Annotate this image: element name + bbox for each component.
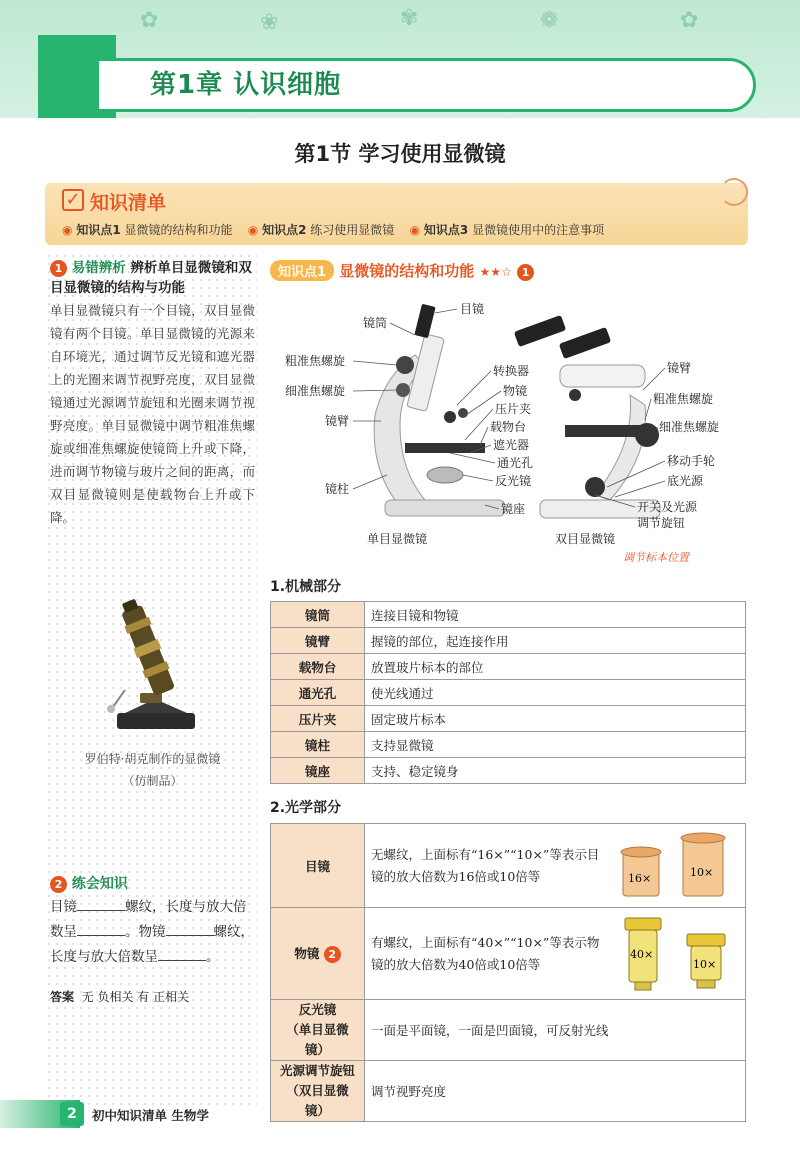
decor-icon: ✾ — [400, 6, 419, 31]
row-value: 握镜的部位，起连接作用 — [365, 628, 746, 654]
eyepiece-mark: 16× — [628, 872, 652, 885]
practice-text: 。 — [206, 949, 220, 965]
point-label: 知识点2 — [262, 223, 307, 237]
bullet-icon: ◉ — [409, 223, 421, 237]
label-aperture: 通光孔 — [497, 456, 534, 470]
label-clip: 压片夹 — [495, 402, 532, 416]
objective-images — [617, 914, 737, 994]
check-icon: ✓ — [62, 189, 84, 211]
kp1-heading — [270, 260, 534, 281]
number-badge: 2 — [50, 876, 67, 893]
label-arm-right: 镜臂 — [667, 361, 692, 375]
table-row — [271, 706, 746, 732]
label-mirror: 反光镜 — [495, 474, 532, 488]
decor-icon: ✿ — [140, 8, 159, 33]
row-label — [271, 1000, 365, 1061]
swirl-icon — [720, 178, 748, 206]
bullet-icon: ◉ — [247, 223, 259, 237]
practice-title: 练会知识 — [71, 876, 128, 892]
label-pillar: 镜柱 — [325, 482, 350, 496]
section-title: 第1节 学习使用显微镜 — [294, 142, 506, 166]
row-value: 支持显微镜 — [365, 732, 746, 758]
label-fine: 细准焦螺旋 — [285, 384, 346, 398]
caption-line: （仿制品） — [122, 774, 183, 788]
practice-body — [50, 895, 255, 970]
mech-title: 1.机械部分 — [270, 579, 342, 595]
practice-heading — [50, 873, 128, 893]
number-badge: 1 — [517, 264, 534, 281]
decor-icon: ❀ — [260, 10, 279, 35]
table-row — [271, 1061, 746, 1122]
row-label-sub: （双目显微镜） — [286, 1083, 349, 1118]
decor-icon: ✿ — [680, 8, 699, 33]
practice-text: 。物镜 — [125, 924, 166, 940]
row-label-sub: （单目显微镜） — [286, 1022, 349, 1057]
eyepiece-images — [617, 830, 737, 900]
hooke-microscope-image — [95, 595, 205, 745]
microscope-diagram — [275, 295, 750, 570]
image-caption — [50, 748, 255, 792]
answer-blank[interactable] — [77, 922, 125, 936]
point-text: 显微镜使用中的注意事项 — [472, 223, 605, 237]
handwritten-note: 调节标本位置 — [623, 551, 689, 564]
row-value: 调节视野亮度 — [365, 1061, 746, 1122]
label-nosepiece: 转换器 — [493, 364, 530, 378]
row-label: 载物台 — [271, 654, 365, 680]
row-value: 连接目镜和物镜 — [365, 602, 746, 628]
number-badge: 2 — [324, 946, 341, 963]
answer-label: 答案 — [50, 990, 75, 1004]
row-label: 镜筒 — [271, 602, 365, 628]
table-row — [271, 602, 746, 628]
label-coarse: 粗准焦螺旋 — [285, 354, 346, 368]
row-value: 使光线通过 — [365, 680, 746, 706]
table-row — [271, 628, 746, 654]
point-label: 知识点1 — [76, 223, 121, 237]
point-label: 知识点3 — [423, 223, 469, 237]
practice-text: 螺纹，长度与放大倍数呈 — [50, 899, 247, 940]
knowledge-points — [62, 221, 604, 238]
single-microscope — [374, 304, 505, 516]
row-value: 放置玻片标本的部位 — [365, 654, 746, 680]
caption-double: 双目显微镜 — [555, 532, 616, 546]
star-rating: ★★☆ — [479, 265, 512, 279]
kp-tag — [270, 260, 334, 281]
error-body: 单目显微镜只有一个目镜，双目显微镜有两个目镜。单目显微镜的光源来自环境光，通过调节反光镜和遮光器上的光圈来调节视野亮度，双目显微镜通过光源调节旋钮和光圈来调节视野亮度。单目显微镜中调节粗准焦螺旋或细准焦螺旋使镜筒上升或下降，进而调节物镜与玻片之间的距离，而双目显微镜则是使载物台上升或下降。 — [50, 303, 255, 525]
label-objective: 物镜 — [503, 384, 528, 398]
answer-blank[interactable] — [158, 947, 206, 961]
row-text: 有螺纹，上面标有“40×”“10×”等表示物镜的放大倍数为40倍或10倍等 — [371, 934, 600, 972]
row-value: 支持、稳定镜身 — [365, 758, 746, 784]
knowledge-title: 知识清单 — [90, 192, 167, 214]
row-value — [365, 908, 746, 1000]
kp1-title: 显微镜的结构和功能 — [339, 262, 475, 280]
chapter-title: 第1章 认识细胞 — [150, 70, 342, 100]
label-tube: 镜筒 — [363, 316, 388, 330]
label-base: 镜座 — [501, 502, 526, 516]
row-label — [271, 1061, 365, 1122]
label-stage: 载物台 — [490, 420, 527, 434]
row-label: 压片夹 — [271, 706, 365, 732]
caption-line: 罗伯特·胡克制作的显微镜 — [84, 752, 221, 766]
kp-tag-num: 1 — [317, 265, 327, 280]
row-value: 一面是平面镜，一面是凹面镜，可反射光线 — [365, 1000, 746, 1061]
error-title: 辨析单目显微镜和双目显微镜的结构与功能 — [50, 260, 252, 296]
decor-icon: ❁ — [540, 8, 559, 33]
kp-tag-text: 知识点 — [278, 265, 318, 280]
row-label-text: 光源调节旋钮 — [279, 1063, 355, 1078]
label-switch: 开关及光源 — [637, 500, 698, 514]
row-label: 镜柱 — [271, 732, 365, 758]
table-row — [271, 654, 746, 680]
row-label: 镜臂 — [271, 628, 365, 654]
mech-table — [270, 601, 746, 784]
label-eyepiece: 目镜 — [460, 302, 485, 316]
table-row — [271, 824, 746, 908]
error-tag: 易错辨析 — [71, 260, 126, 276]
practice-text: 目镜 — [50, 899, 77, 915]
label-knob: 调节旋钮 — [637, 516, 686, 530]
objective-mark: 40× — [630, 948, 654, 961]
row-label-text: 反光镜 — [298, 1002, 337, 1017]
table-row — [271, 758, 746, 784]
label-light: 底光源 — [667, 474, 704, 488]
row-label: 通光孔 — [271, 680, 365, 706]
row-label — [271, 908, 365, 1000]
row-label: 镜座 — [271, 758, 365, 784]
caption-single: 单目显微镜 — [367, 532, 428, 546]
eyepiece-mark: 10× — [690, 866, 714, 879]
label-fine-right: 细准焦螺旋 — [659, 420, 720, 434]
row-text: 无螺纹，上面标有“16×”“10×”等表示目镜的放大倍数为16倍或10倍等 — [371, 846, 600, 884]
objective-mark: 10× — [693, 958, 717, 971]
opt-table — [270, 823, 746, 1122]
point-text: 练习使用显微镜 — [310, 223, 395, 237]
bullet-icon: ◉ — [62, 223, 73, 237]
opt-title: 2.光学部分 — [270, 800, 342, 816]
point-text: 显微镜的结构和功能 — [124, 223, 233, 237]
answer-line — [50, 988, 189, 1005]
label-arm: 镜臂 — [325, 414, 350, 428]
table-row — [271, 1000, 746, 1061]
footer-text: 初中知识清单 生物学 — [92, 1108, 209, 1123]
label-diaphragm: 遮光器 — [493, 438, 530, 452]
answer-text: 无 负相关 有 正相关 — [81, 990, 190, 1004]
row-label: 目镜 — [271, 824, 365, 908]
answer-blank[interactable] — [77, 897, 125, 911]
practice-text: 螺纹，长度与放大倍数呈 — [50, 924, 254, 965]
error-heading — [50, 258, 255, 298]
answer-blank[interactable] — [166, 922, 214, 936]
page-number: 2 — [60, 1102, 84, 1126]
row-label-text: 物镜 — [294, 946, 320, 961]
row-value: 固定玻片标本 — [365, 706, 746, 732]
table-row — [271, 732, 746, 758]
number-badge: 1 — [50, 260, 67, 277]
label-handwheel: 移动手轮 — [667, 454, 716, 468]
double-microscope — [514, 315, 660, 518]
label-coarse-right: 粗准焦螺旋 — [653, 392, 714, 406]
table-row — [271, 680, 746, 706]
row-value — [365, 824, 746, 908]
table-row — [271, 908, 746, 1000]
